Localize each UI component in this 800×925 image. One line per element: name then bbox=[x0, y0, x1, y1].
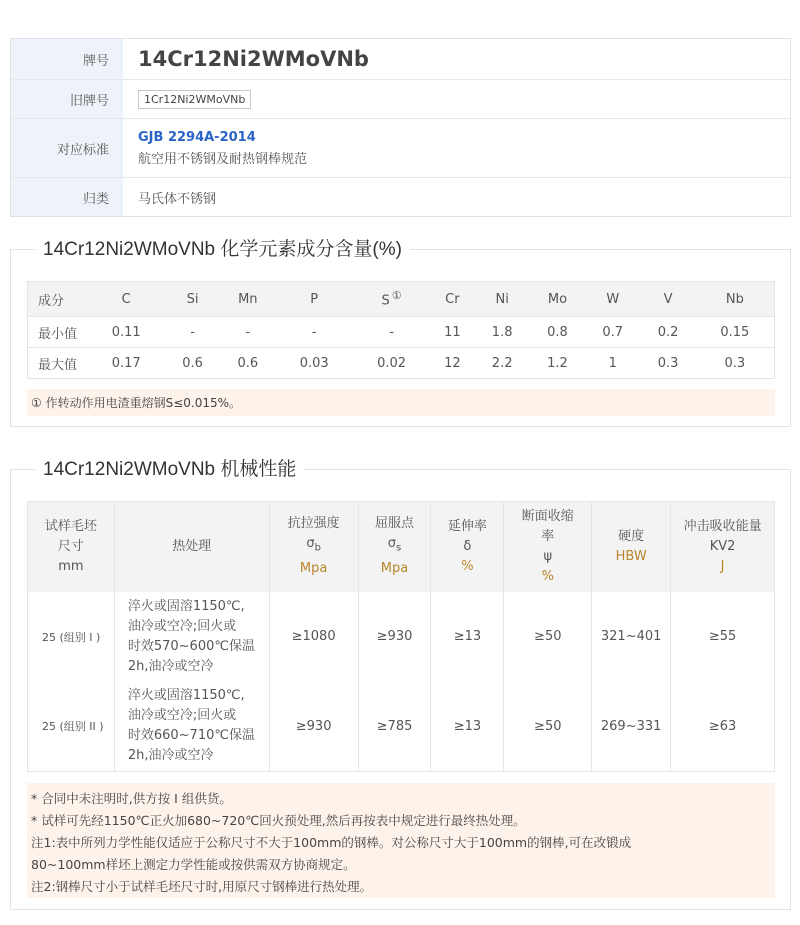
chem-cell: 11 bbox=[444, 324, 461, 340]
table-row bbox=[28, 682, 775, 772]
chem-cell: 1 bbox=[608, 355, 617, 371]
chem-cell: 0.3 bbox=[657, 355, 679, 371]
chem-cell: 0.3 bbox=[724, 355, 746, 371]
heat-line: 时效570~600℃保温 bbox=[127, 638, 255, 654]
chem-cell: 0.02 bbox=[377, 355, 407, 371]
sigma-sub: s bbox=[396, 543, 402, 555]
chem-cell: 0.2 bbox=[657, 324, 679, 340]
element-header: W bbox=[606, 291, 620, 307]
hardness-cell: 321~401 bbox=[592, 592, 671, 682]
grade-row bbox=[11, 39, 790, 80]
old-grade-label: 旧牌号 bbox=[11, 80, 123, 118]
row-label: 最大值 bbox=[38, 357, 78, 373]
element-header: V bbox=[663, 291, 673, 307]
note-line: 注1:表中所列力学性能仅适应于公称尺寸不大于100mm的钢棒。对公称尺寸大于100mm的钢棒,可在改锻成 bbox=[31, 835, 632, 850]
max-row bbox=[28, 348, 775, 379]
reduction-name: 断面收缩 bbox=[521, 508, 574, 524]
chem-cell: 0.6 bbox=[237, 355, 259, 371]
chem-cell: 0.6 bbox=[182, 355, 203, 371]
chem-cell: 0.11 bbox=[111, 324, 141, 340]
chem-cell: 2.2 bbox=[491, 355, 513, 371]
chem-cell: 0.03 bbox=[299, 355, 329, 371]
elong-symbol: δ bbox=[463, 538, 472, 554]
category-row bbox=[11, 178, 790, 216]
sigma: σ bbox=[387, 536, 397, 552]
chemical-table bbox=[27, 281, 775, 379]
chem-cell: - bbox=[389, 324, 394, 340]
size-header-line: 尺寸 bbox=[57, 538, 84, 554]
chem-cell: 0.7 bbox=[602, 324, 624, 340]
elongation-header bbox=[431, 502, 504, 592]
element-header: Ni bbox=[495, 291, 509, 307]
category-label: 归类 bbox=[11, 178, 123, 216]
element-header: Nb bbox=[725, 291, 744, 307]
impact-name: 冲击吸收能量 bbox=[683, 518, 762, 534]
impact-header bbox=[671, 502, 775, 592]
standard-row bbox=[11, 119, 790, 178]
chem-header-label: 成分 bbox=[38, 293, 65, 309]
element-header: Mo bbox=[547, 291, 568, 307]
chem-cell: - bbox=[245, 324, 251, 340]
reduction-unit: % bbox=[541, 568, 554, 584]
hardness-unit: HBW bbox=[615, 548, 647, 564]
sigma: σ bbox=[306, 536, 315, 552]
yield-header bbox=[358, 502, 431, 592]
yield-symbol bbox=[359, 534, 431, 559]
elongation-cell: ≥13 bbox=[431, 592, 504, 682]
grade-value: 14Cr12Ni2WMoVNb bbox=[138, 47, 369, 71]
heat-treatment-cell bbox=[114, 682, 269, 772]
yield-unit: Mpa bbox=[380, 561, 409, 577]
yield-name: 屈服点 bbox=[375, 516, 415, 532]
heat-line: 时效660~710℃保温 bbox=[127, 728, 255, 744]
size-header-unit: mm bbox=[58, 558, 84, 574]
note-line: 80~100mm样坯上测定力学性能或按供需双方协商规定。 bbox=[31, 857, 356, 872]
heat-treatment-cell bbox=[114, 592, 269, 682]
chem-cell: 0.17 bbox=[111, 355, 141, 371]
heat-line: 淬火或固溶1150℃, bbox=[127, 688, 245, 704]
heat-line: 2h,油冷或空冷 bbox=[127, 658, 214, 674]
tensile-cell: ≥1080 bbox=[269, 592, 358, 682]
old-grade-row bbox=[11, 80, 790, 119]
reduction-cell: ≥50 bbox=[504, 682, 592, 772]
grade-info-table bbox=[10, 38, 791, 217]
tensile-name: 抗拉强度 bbox=[287, 516, 340, 532]
hardness-header bbox=[592, 502, 671, 592]
impact-unit: J bbox=[720, 558, 725, 574]
size-cell: 25 (组别 I ) bbox=[28, 592, 115, 682]
impact-symbol: KV2 bbox=[709, 538, 736, 554]
impact-cell: ≥63 bbox=[708, 718, 737, 734]
sigma-sub: b bbox=[314, 543, 321, 555]
min-row bbox=[28, 317, 775, 348]
size-header-line: 试样毛坯 bbox=[44, 518, 97, 534]
chem-cell: 12 bbox=[444, 355, 461, 371]
elong-unit: % bbox=[461, 558, 474, 574]
element-header-s bbox=[353, 282, 430, 317]
chemical-note: ① 作转动作用电渣重熔钢S≤0.015%。 bbox=[27, 389, 775, 416]
heat-line: 油冷或空冷;回火或 bbox=[127, 708, 237, 724]
elongation-cell: ≥13 bbox=[431, 682, 504, 772]
element-header: C bbox=[121, 291, 131, 307]
note-line: * 试样可先经1150℃正火加680~720℃回火预处理,然后再按表中规定进行最终热处理。 bbox=[31, 813, 526, 828]
mechanical-properties-section bbox=[10, 459, 791, 910]
element-header: Si bbox=[186, 291, 199, 307]
tensile-cell: ≥930 bbox=[269, 682, 358, 772]
elong-name: 延伸率 bbox=[447, 518, 487, 534]
hardness-name: 硬度 bbox=[618, 528, 645, 544]
hardness-cell: 269~331 bbox=[592, 682, 671, 772]
size-cell: 25 (组别 II ) bbox=[28, 682, 115, 772]
mechanical-notes bbox=[27, 783, 775, 898]
grade-label: 牌号 bbox=[11, 39, 123, 79]
mechanical-title: 14Cr12Ni2WMoVNb 机械性能 bbox=[35, 458, 304, 482]
standard-name: 航空用不锈钢及耐热钢棒规范 bbox=[138, 151, 308, 167]
mechanical-table bbox=[27, 501, 775, 772]
chem-cell: - bbox=[190, 324, 195, 340]
chem-cell: 0.8 bbox=[547, 324, 568, 340]
element-s: S bbox=[381, 293, 390, 309]
element-header: Cr bbox=[445, 291, 460, 307]
standard-code-link[interactable]: GJB 2294A-2014 bbox=[138, 129, 256, 145]
chem-cell: 1.2 bbox=[547, 355, 568, 371]
chem-cell: 1.8 bbox=[491, 324, 513, 340]
element-header: P bbox=[310, 291, 319, 307]
note-line: * 合同中未注明时,供方按 Ⅰ 组供货。 bbox=[31, 791, 232, 806]
reduction-cell: ≥50 bbox=[504, 592, 592, 682]
reduction-symbol: ψ bbox=[543, 548, 553, 564]
reduction-name: 率 bbox=[541, 528, 555, 544]
chem-cell: 0.15 bbox=[720, 324, 750, 340]
heat-treatment-header: 热处理 bbox=[114, 502, 269, 592]
heat-line: 2h,油冷或空冷 bbox=[127, 748, 214, 764]
note-line: 注2:钢棒尺寸小于试样毛坯尺寸时,用原尺寸钢棒进行热处理。 bbox=[31, 879, 373, 894]
chemical-title: 14Cr12Ni2WMoVNb 化学元素成分含量(%) bbox=[35, 238, 410, 262]
element-header: Mn bbox=[238, 291, 258, 307]
tensile-symbol bbox=[270, 534, 358, 559]
yield-cell: ≥930 bbox=[358, 592, 431, 682]
chemical-composition-section bbox=[10, 239, 791, 427]
chem-cell: - bbox=[311, 324, 317, 340]
impact-cell: ≥55 bbox=[708, 629, 737, 644]
tensile-header bbox=[269, 502, 358, 592]
heat-line: 油冷或空冷;回火或 bbox=[127, 618, 237, 634]
standard-label: 对应标准 bbox=[11, 119, 123, 177]
note-marker: ① bbox=[391, 289, 402, 303]
reduction-header bbox=[504, 502, 592, 592]
old-grade-tag[interactable]: 1Cr12Ni2WMoVNb bbox=[138, 90, 251, 109]
size-header bbox=[28, 502, 115, 592]
table-row bbox=[28, 592, 775, 682]
category-value: 马氏体不锈钢 bbox=[138, 191, 217, 207]
row-label: 最小值 bbox=[38, 326, 78, 342]
heat-line: 淬火或固溶1150℃, bbox=[127, 598, 245, 614]
yield-cell: ≥785 bbox=[358, 682, 431, 772]
tensile-unit: Mpa bbox=[299, 561, 328, 577]
